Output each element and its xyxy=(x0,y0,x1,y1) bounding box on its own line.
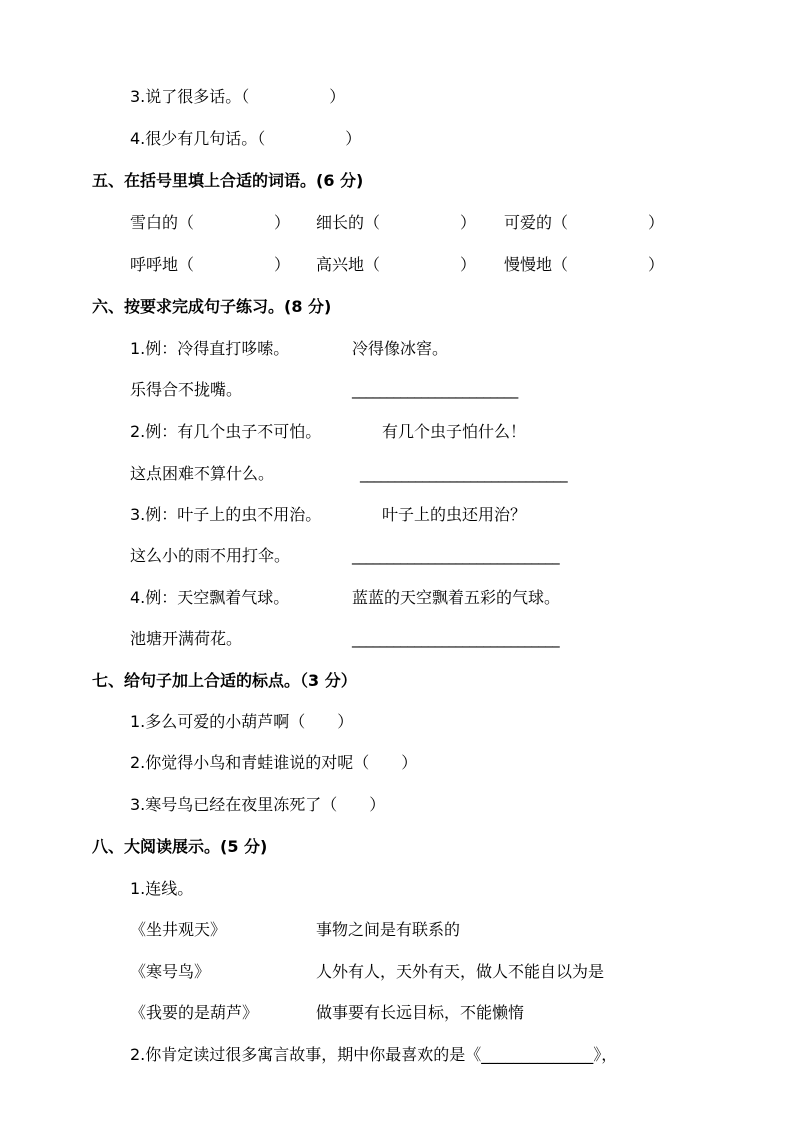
matching-question: 1.连线。 xyxy=(130,879,194,898)
example-4-original: 4.例：天空飘着气球。 xyxy=(130,588,290,607)
question-4-4: 4.很少有几句话。（ ） xyxy=(130,129,362,148)
exercise-3-prompt: 这么小的雨不用打伞。 xyxy=(130,546,291,565)
section-8-heading: 八、大阅读展示。(5 分) xyxy=(92,837,268,856)
moral-1: 事物之间是有联系的 xyxy=(316,920,461,939)
moral-3: 做事要有长远目标，不能懒惰 xyxy=(316,1003,525,1022)
fill-word-4: 呼呼地（ ） xyxy=(130,255,291,274)
question-4-3: 3.说了很多话。（ ） xyxy=(130,87,346,106)
exercise-1-prompt: 乐得合不拢嘴。 xyxy=(130,380,243,399)
book-title-1: 《坐井观天》 xyxy=(130,920,227,939)
example-1-rewritten: 冷得像冰窖。 xyxy=(352,339,449,358)
fill-word-6: 慢慢地（ ） xyxy=(504,255,665,274)
moral-2: 人外有人，天外有天，做人不能自以为是 xyxy=(316,962,605,981)
exercise-4-blank: ______________________________ xyxy=(352,630,560,648)
book-title-2: 《寒号鸟》 xyxy=(130,962,211,981)
example-2-original: 2.例：有几个虫子不可怕。 xyxy=(130,422,322,441)
exercise-2-blank: ______________________________ xyxy=(360,465,568,483)
section-6-heading: 六、按要求完成句子练习。(8 分) xyxy=(92,297,332,316)
fill-word-2: 细长的（ ） xyxy=(316,213,477,232)
punctuation-question-3: 3.寒号鸟已经在夜里冻死了（ ） xyxy=(130,795,386,814)
example-3-rewritten: 叶子上的虫还用治？ xyxy=(382,505,527,524)
exercise-1-blank: ________________________ xyxy=(352,381,518,399)
fill-word-3: 可爱的（ ） xyxy=(504,213,665,232)
example-3-original: 3.例：叶子上的虫不用治。 xyxy=(130,505,322,524)
fill-word-1: 雪白的（ ） xyxy=(130,213,291,232)
example-1-original: 1.例：冷得直打哆嗦。 xyxy=(130,339,290,358)
favorite-story-question: 2.你肯定读过很多寓言故事，期中你最喜欢的是《______________》， xyxy=(130,1045,618,1064)
fill-word-5: 高兴地（ ） xyxy=(316,255,477,274)
punctuation-question-1: 1.多么可爱的小葫芦啊（ ） xyxy=(130,712,354,731)
exercise-2-prompt: 这点困难不算什么。 xyxy=(130,464,275,483)
exercise-4-prompt: 池塘开满荷花。 xyxy=(130,629,243,648)
section-5-heading: 五、在括号里填上合适的词语。(6 分) xyxy=(92,171,364,190)
section-7-heading: 七、给句子加上合适的标点。（3 分） xyxy=(92,671,357,690)
example-2-rewritten: 有几个虫子怕什么！ xyxy=(382,422,527,441)
punctuation-question-2: 2.你觉得小鸟和青蛙谁说的对呢（ ） xyxy=(130,753,418,772)
book-title-3: 《我要的是葫芦》 xyxy=(130,1003,259,1022)
example-4-rewritten: 蓝蓝的天空飘着五彩的气球。 xyxy=(352,588,561,607)
exercise-3-blank: ______________________________ xyxy=(352,547,560,565)
